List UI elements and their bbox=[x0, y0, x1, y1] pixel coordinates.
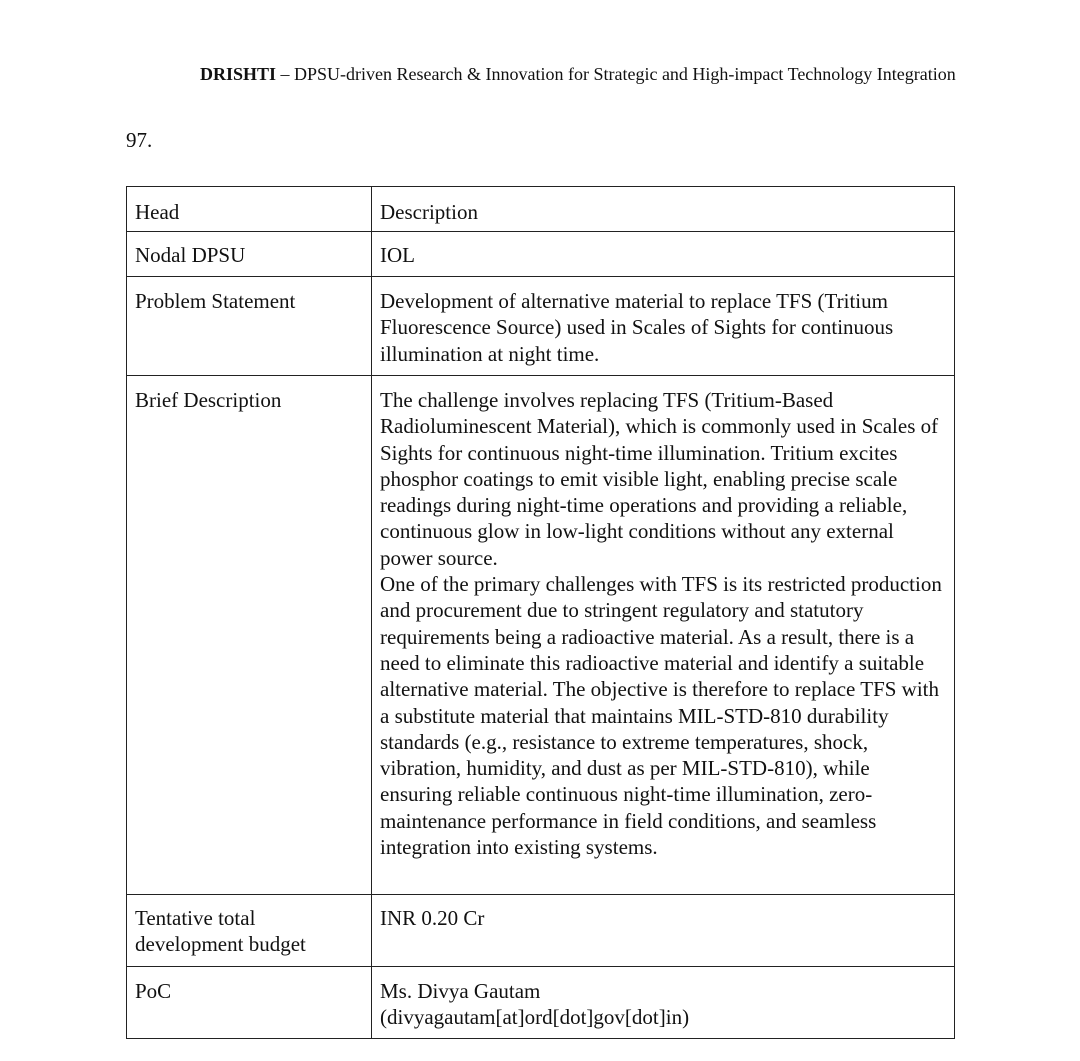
table-row-problem-statement bbox=[127, 277, 955, 376]
table-row-budget bbox=[127, 895, 955, 967]
header-title: – DPSU-driven Research & Innovation for Strategic and High-impact Technology Integration bbox=[276, 64, 956, 84]
head-label: Problem Statement bbox=[135, 289, 296, 313]
head-cell bbox=[127, 187, 372, 232]
description-text: Development of alternative material to replace TFS (Tritium Fluorescence Source) used in Scales of Sights for continuous illumination at night time. bbox=[380, 289, 894, 366]
description-cell bbox=[372, 187, 955, 232]
poc-name: Ms. Divya Gautam bbox=[380, 979, 541, 1003]
table-row-nodal-dpsu bbox=[127, 232, 955, 277]
head-cell bbox=[127, 277, 372, 376]
table-row-brief-description bbox=[127, 376, 955, 895]
description-paragraph-2: One of the primary challenges with TFS is its restricted production and procurement due to stringent regulatory and statutory requirements being a radioactive material. As a result, there is a need to eliminate this radioactive material and identify a suitable alternative material. The objective is therefore to replace TFS with a substitute material that maintains MIL-STD-810 durability standards (e.g., resistance to extreme temperatures, shock, vibration, humidity, and dust as per MIL-STD-810), while ensuring reliable continuous night-time illumination, zero-maintenance performance in field conditions, and seamless integration into existing systems. bbox=[380, 572, 942, 860]
description-text: Description bbox=[380, 200, 478, 224]
description-cell bbox=[372, 376, 955, 895]
description-cell bbox=[372, 232, 955, 277]
table-row-poc bbox=[127, 967, 955, 1039]
head-label: PoC bbox=[135, 979, 172, 1003]
head-cell bbox=[127, 967, 372, 1039]
description-cell bbox=[372, 277, 955, 376]
head-cell bbox=[127, 232, 372, 277]
description-text: INR 0.20 Cr bbox=[380, 906, 485, 930]
page-header bbox=[200, 64, 956, 85]
description-paragraph-1: The challenge involves replacing TFS (Tritium-Based Radioluminescent Material), which is commonly used in Scales of Sights for continuous night-time illumination. Tritium excites phosphor coatings to emit visible light, enabling precise scale readings during night-time operations and providing a reliable, continuous glow in low-light conditions without any external power source. bbox=[380, 388, 939, 570]
problem-statement-table bbox=[126, 186, 955, 1039]
description-cell bbox=[372, 967, 955, 1039]
head-label: Head bbox=[135, 200, 180, 224]
description-cell bbox=[372, 895, 955, 967]
head-label: Tentative total development budget bbox=[135, 906, 306, 957]
head-label: Brief Description bbox=[135, 388, 282, 412]
table-row-header bbox=[127, 187, 955, 232]
poc-email: (divyagautam[at]ord[dot]gov[dot]in) bbox=[380, 1005, 690, 1030]
item-number: 97. bbox=[126, 128, 153, 152]
description-text: IOL bbox=[380, 243, 415, 267]
head-label: Nodal DPSU bbox=[135, 243, 246, 267]
head-cell bbox=[127, 376, 372, 895]
head-cell bbox=[127, 895, 372, 967]
header-brand: DRISHTI bbox=[200, 64, 277, 84]
